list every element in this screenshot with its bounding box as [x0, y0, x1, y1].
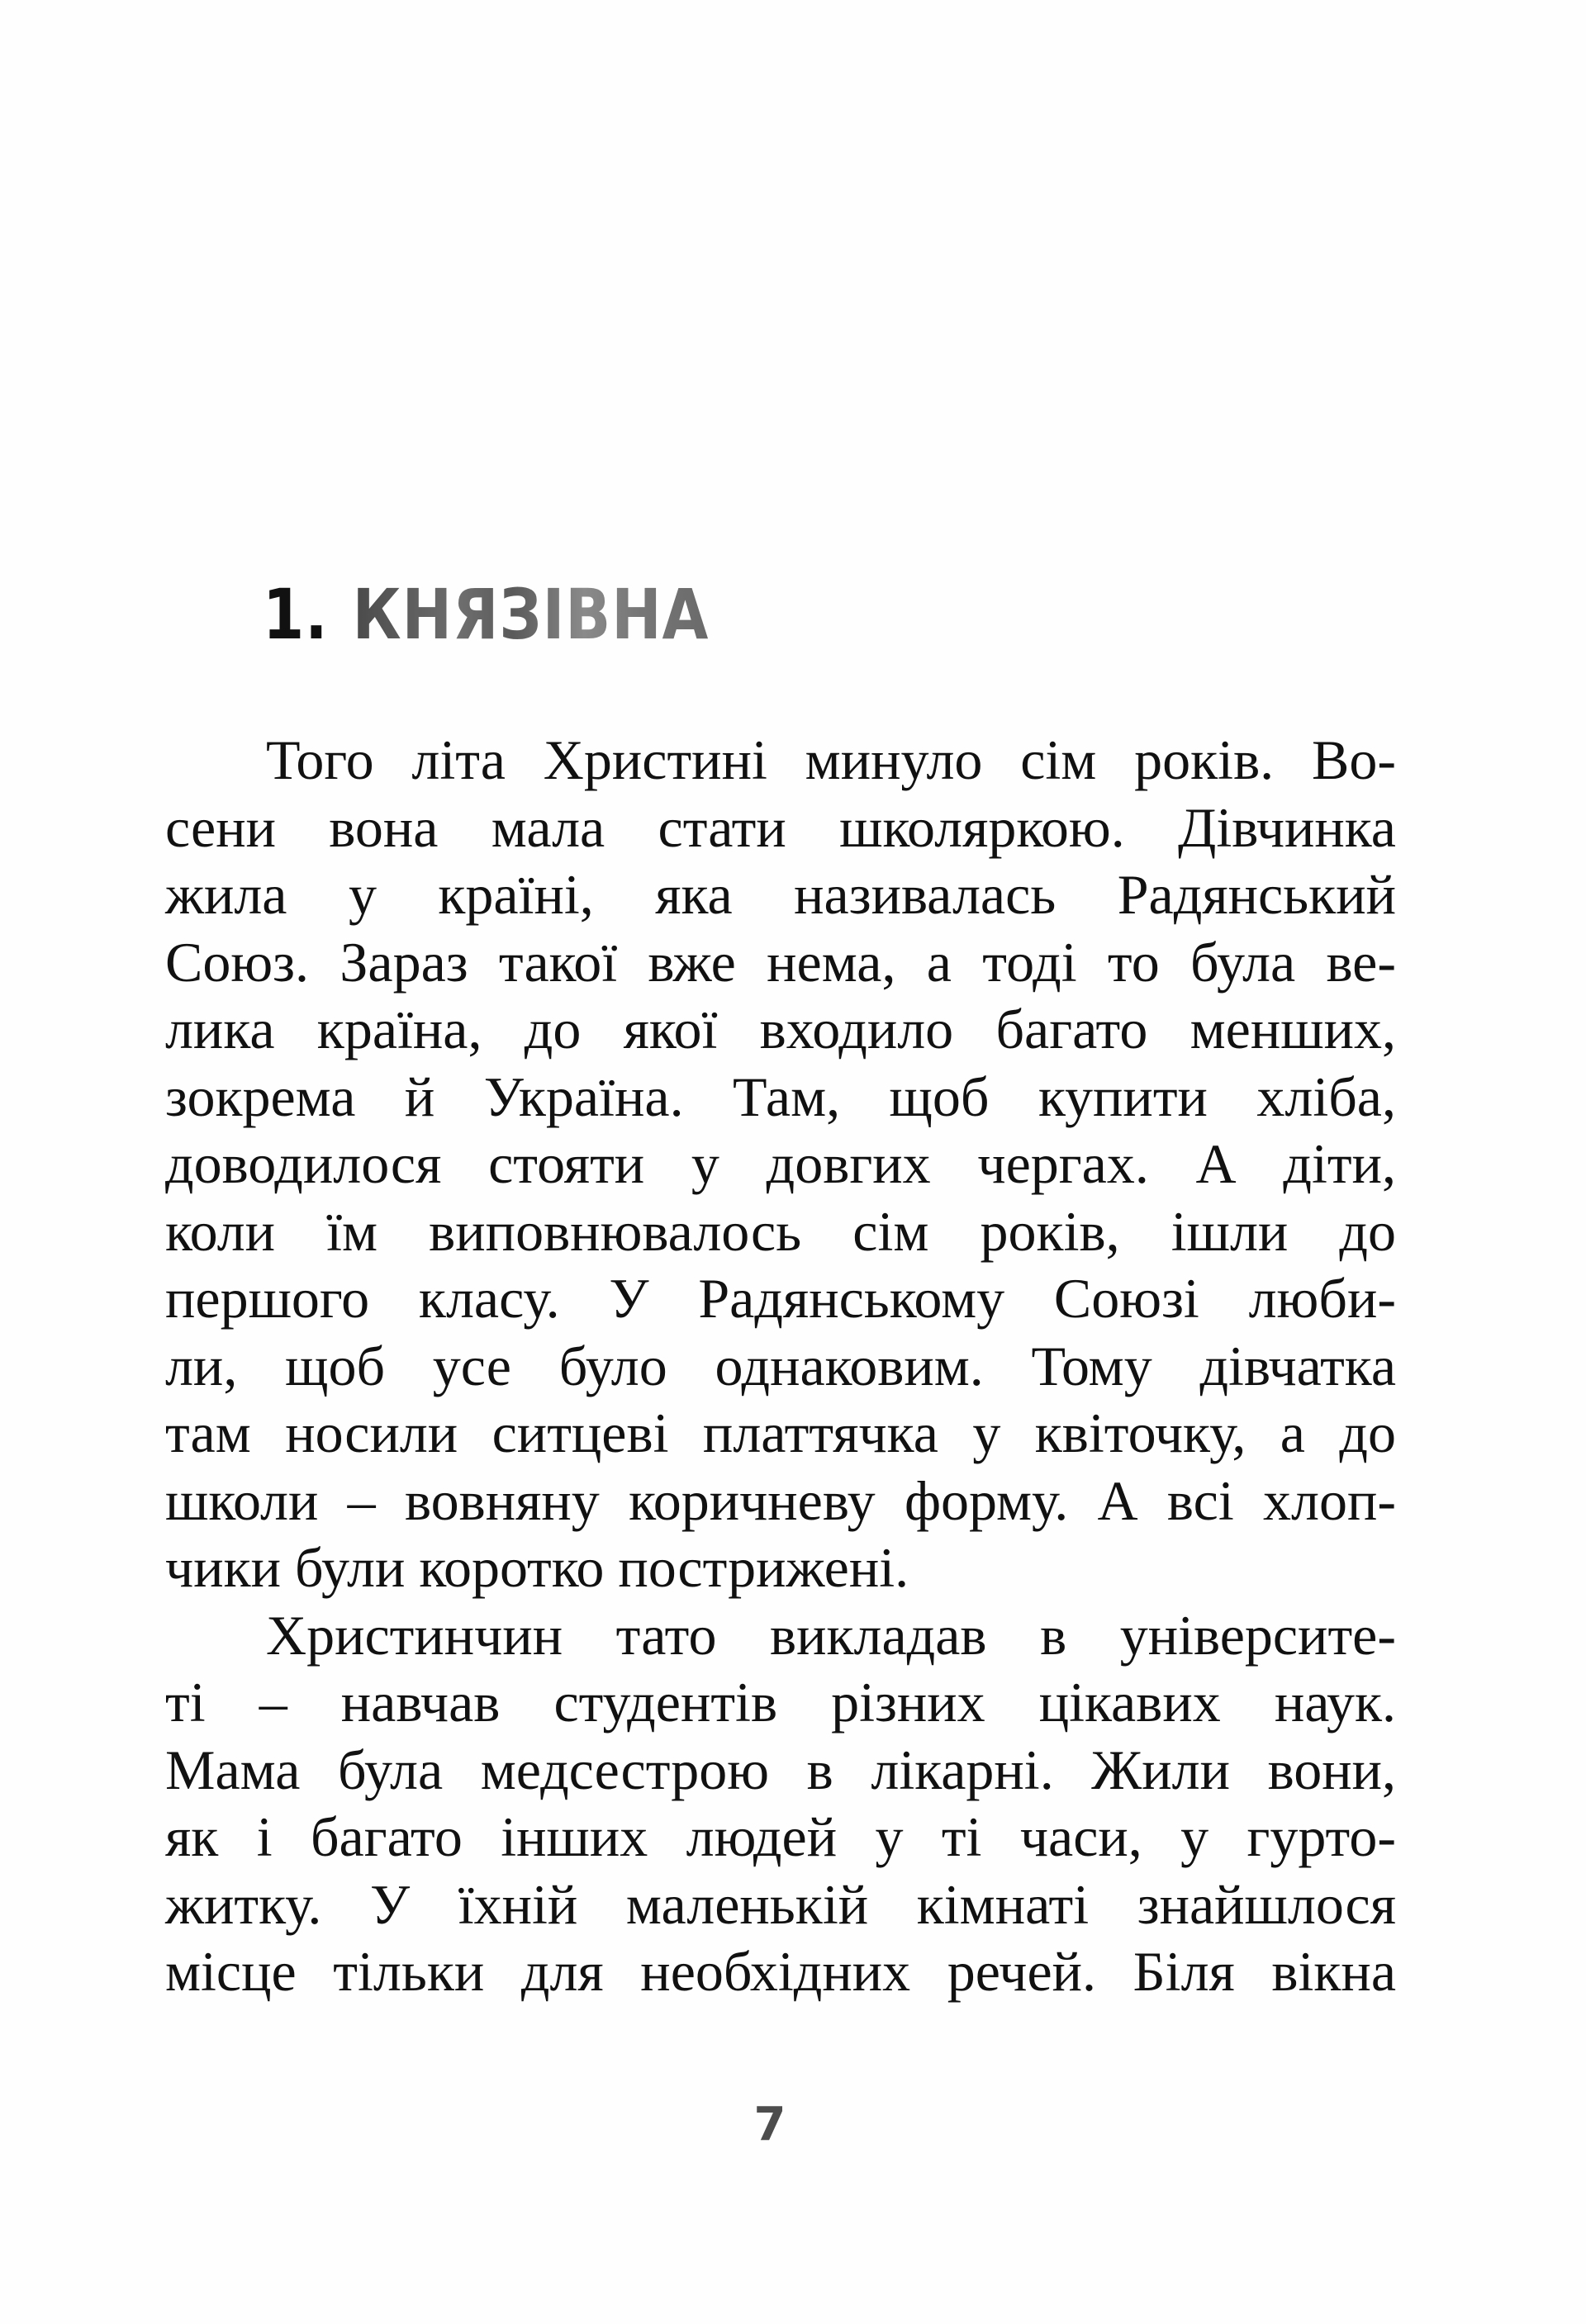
- text-line: там носили ситцеві платтячка у квіточку, а до: [165, 1402, 1396, 1464]
- text-line: доводилося стояти у довгих чергах. А діти,: [165, 1132, 1396, 1195]
- text-line: ли, щоб усе було однаковим. Тому дівчатка: [165, 1334, 1396, 1397]
- text-line: Христинчин тато викладав в університе-: [266, 1603, 1396, 1667]
- text-line: зокрема й Україна. Там, щоб купити хліба,: [165, 1065, 1396, 1128]
- text-line: коли їм виповнювалось сім років, ішли до: [165, 1199, 1396, 1263]
- text-line: лика країна, до якої входило багато менших,: [165, 998, 1396, 1060]
- text-line: Мама була медсестрою в лікарні. Жили вони,: [165, 1738, 1396, 1801]
- text-line: місце тільки для необхідних речей. Біля вікна: [165, 1940, 1396, 2003]
- chapter-body: [165, 727, 1396, 2006]
- text-line: школи – вовняну коричневу форму. А всі хлоп-: [165, 1468, 1396, 1532]
- paragraph-2: [165, 1602, 1396, 2006]
- text-line: як і багато інших людей у ті часи, у гурто-: [165, 1805, 1396, 1868]
- chapter-heading: [263, 573, 709, 656]
- paragraph-1: [165, 727, 1396, 1602]
- chapter-title: КНЯЗІВНА: [352, 574, 710, 655]
- text-line: жила у країні, яка називалась Радянський: [165, 863, 1396, 926]
- text-line: сени вона мала стати школяркою. Дівчинка: [165, 795, 1396, 859]
- text-line: ті – навчав студентів різних цікавих наук.: [165, 1671, 1396, 1734]
- chapter-number: 1.: [263, 574, 329, 655]
- text-line: житку. У їхній маленькій кімнаті знайшлося: [165, 1872, 1396, 1936]
- text-line: чики були коротко пострижені.: [165, 1536, 909, 1599]
- text-line: Того літа Христині минуло сім років. Во-: [266, 728, 1396, 791]
- text-line: першого класу. У Радянському Союзі люби-: [165, 1267, 1396, 1330]
- page-number: 7: [753, 2098, 786, 2151]
- text-line: Союз. Зараз такої вже нема, а тоді то була ве-: [165, 930, 1396, 994]
